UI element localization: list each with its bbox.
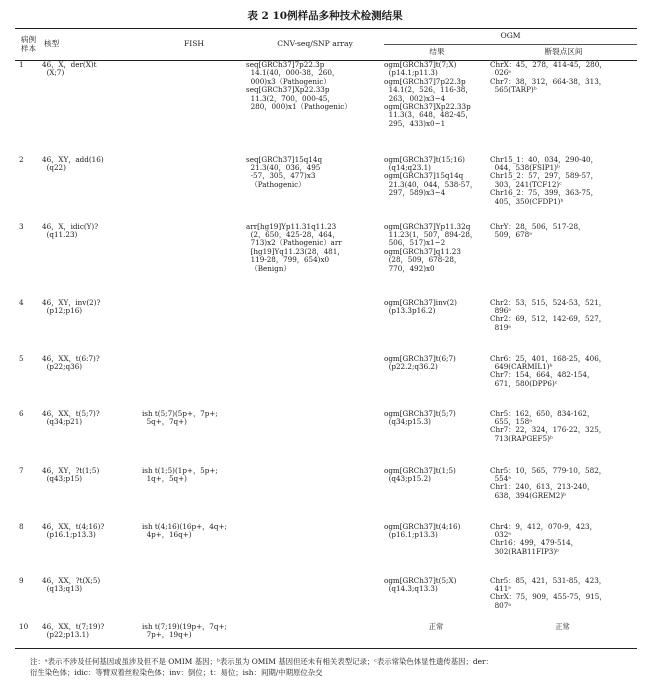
cell-ogm-result: ogm[GRCh37]inv(2) (p13.3p16.2)	[384, 297, 457, 315]
cell-ogm-breakpoint: 正常	[555, 621, 570, 631]
cell-cnv	[246, 410, 384, 467]
cell-karyotype: 46，XY，inv(2)? (p12;p16)	[42, 297, 101, 315]
cell-fish	[142, 577, 246, 623]
cell-id: 6	[19, 408, 24, 418]
cell-id: 9	[19, 575, 24, 585]
cell-ogm-breakpoint: Chr5：162，650，834-162， 655，158ᵃ Chr7：22，324，176-22，325， 713(RAPGEF5)ᵇ	[490, 408, 606, 443]
header-cnv: CNV-seq/SNP array	[246, 29, 384, 61]
cell-id: 5	[19, 353, 24, 363]
cell-karyotype: 46，XX，t(5;7)? (q34;p21)	[42, 408, 100, 426]
cell-ogm-breakpoint: Chr2：53，515，524-53，521， 896ᵃ Chr2：69，512，142-69，527， 819ᵃ	[490, 297, 606, 332]
cell-cnv	[246, 299, 384, 355]
cell-ogm-breakpoint: Chr6：25，401，168-25，406， 649(CARMIL1)ᵇ Chr7：154，664，482-154， 671，580(DPP6)ᶜ	[490, 353, 606, 388]
cell-ogm-breakpoint: ChrY：28，506，517-28， 509，678ᵃ	[490, 221, 586, 239]
cell-fish	[142, 299, 246, 355]
cell-cnv: seq[GRCh37]7p22.3p 14.1(40，000-38，260， 000)x3（Pathogenic） seq[GRCh37]Xp22.33p 11.3(2，700，000-45， 280，000)x1（Pathogenic）	[246, 60, 352, 112]
cell-ogm-breakpoint: ChrX：45，278，414-45，280， 026ᵃ Chr7：38，312，664-38，313， 565(TARP)ᵇ	[490, 60, 607, 95]
cell-fish	[142, 355, 246, 410]
table-row	[15, 523, 637, 577]
cell-id: 3	[19, 221, 24, 231]
cell-cnv: seq[GRCh37]15q14q 21.3(40，036，495 -57，305，477)x3 （Pathogenic）	[246, 154, 323, 189]
cell-ogm-result: ogm[GRCh37]t(6;7) (p22.2;q36.2)	[384, 353, 456, 371]
header-ogm-breakpoint: 断裂点区间	[490, 45, 637, 61]
footnote-line-1: 注：ᵃ表示不涉及任何基因或虽涉及但不是 OMIM 基因；ᵇ表示虽为 OMIM 基因但还未有相关表型记录；ᶜ表示常染色体显性遗传基因；der：	[30, 657, 493, 666]
cell-fish: ish t(7;19)(19p+，7q+; 7p+，19q+)	[142, 621, 227, 639]
cell-ogm-result: 正常	[428, 621, 444, 631]
cell-fish	[142, 61, 246, 156]
cell-karyotype: 46，XY，?t(1;5) (q43;p15)	[42, 465, 100, 483]
table-row	[15, 623, 637, 649]
cell-karyotype: 46，XY，add(16) (q22)	[42, 154, 104, 172]
cell-karyotype: 46，XX，t(4;16)? (p16.1;p13.3)	[42, 521, 105, 539]
cell-id: 7	[19, 465, 24, 475]
cell-id: 10	[19, 621, 29, 631]
cell-karyotype: 46，X，idic(Y)? (q11.23)	[42, 221, 99, 239]
table-row	[15, 355, 637, 410]
cell-id: 8	[19, 521, 24, 531]
table-title: 表 2 10例样品多种技术检测结果	[247, 10, 403, 22]
cell-ogm-breakpoint: Chr15_1：40，034，290-40， 044，538(FSIP1)ᵇ Chr15_2：57，297，589-57， 303，241(TCF12)ᶜ Chr16_2：75，399，363-75， 405，350(CFDP1)ᵇ	[490, 154, 598, 206]
header-karyotype: 核型	[42, 29, 142, 61]
cell-ogm-breakpoint: Chr5：85，421，531-85，423， 411ᵃ ChrX：75，909，455-75，915， 807ᵃ	[490, 575, 607, 610]
cell-karyotype: 46，XX，t(7;19)? (p22;p13.1)	[42, 621, 105, 639]
cell-karyotype: 46，XX，?t(X;5) (q13;q13)	[42, 575, 101, 593]
table-row	[15, 61, 637, 156]
table-row	[15, 410, 637, 467]
cell-karyotype: 46，XX，t(6:7)? (p22;q36)	[42, 353, 100, 371]
cell-fish	[142, 156, 246, 223]
table-row	[15, 156, 637, 223]
cell-fish: ish t(1;5)(1p+，5p+; 1q+，5q+)	[142, 465, 218, 483]
header-ogm: OGM	[384, 29, 637, 45]
header-fish: FISH	[142, 29, 246, 61]
cell-ogm-result: ogm[GRCh37]t(15;16) (q14;q23.1) ogm[GRCh37]15q14q 21.3(40，044，538-57， 297，589)x3~4	[384, 154, 478, 198]
table-row	[15, 577, 637, 623]
cell-cnv	[246, 623, 384, 649]
cell-cnv: arr[hg19]Yp11.31q11.23 (2，650，425-28，464， 713)x2（Pathogenic）arr [hg19]Yq11.23(28，481， 119-28，799，654)x0 （Benign）	[246, 221, 345, 273]
table-row	[15, 467, 637, 523]
cell-fish: ish t(5;7)(5p+，7p+; 5q+，7q+)	[142, 408, 218, 426]
table-row	[15, 223, 637, 299]
cell-ogm-result: ogm[GRCh37]t(5;X) (q14.3;q13.3)	[384, 575, 457, 593]
cell-cnv	[246, 577, 384, 623]
cell-id: 4	[19, 297, 24, 307]
cell-id: 1	[19, 60, 24, 69]
cell-cnv	[246, 523, 384, 577]
table-row	[15, 299, 637, 355]
header-sample: 病例 样本	[15, 29, 42, 61]
cell-ogm-result: ogm[GRCh37]Yp11.32q 11.23(1，507，894-28， 506，517)x1~2 ogm[GRCh37]q11.23 (28，509，678-28， 770，492)x0	[384, 221, 478, 273]
cell-ogm-breakpoint: Chr5：10，565，779-10，582， 554ᵃ Chr1：240，613，213-240， 638，394(GREM2)ᵇ	[490, 465, 606, 500]
cell-ogm-result: ogm[GRCh37]t(5;7) (q34;p15.3)	[384, 408, 456, 426]
cell-karyotype: 46，X，der(X)t (X;7)	[42, 60, 97, 78]
header-ogm-result: 结果	[384, 45, 490, 61]
cell-ogm-result: ogm[GRCh37]t(1;5) (q43;p15.2)	[384, 465, 456, 483]
cell-fish	[142, 223, 246, 299]
cell-id: 2	[19, 154, 24, 164]
results-table	[15, 28, 637, 649]
footnote-line-2: 衍生染色体；idic：等臂双着丝粒染色体；inv：倒位；t：易位；ish：间期/中期原位杂交	[30, 668, 323, 677]
table-footnote	[30, 656, 635, 678]
cell-fish: ish t(4;16)(16p+，4q+; 4p+，16q+)	[142, 521, 227, 539]
cell-cnv	[246, 467, 384, 523]
cell-ogm-breakpoint: Chr4：9，412，070-9，423， 032ᵃ Chr16：499，479-514， 302(RAB11FIP3)ᵇ	[490, 521, 597, 556]
cell-ogm-result: ogm[GRCh37]t(4;16) (p16.1;p13.3)	[384, 521, 461, 539]
cell-cnv	[246, 355, 384, 410]
cell-ogm-result: ogm[GRCh37]t(7;X) (p14.1;p11.3) ogm[GRCh37]7p22.3p 14.1(2，526，116-38， 263，002)x3~4 ogm[GRCh37]Xp22.33p 11.3(3，648，482-45， 295，433)x0~1	[384, 60, 473, 128]
